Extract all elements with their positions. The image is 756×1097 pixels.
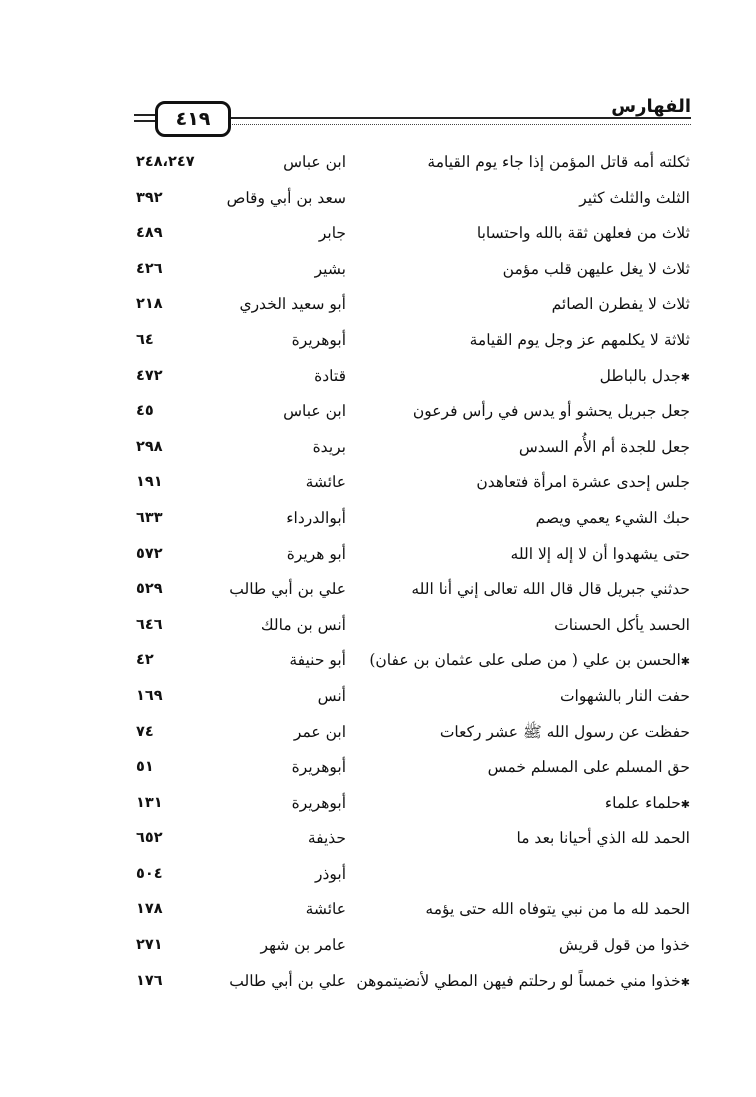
hadith-phrase: ثلاث لا يغل عليهن قلب مؤمن	[502, 259, 690, 278]
hadith-phrase: جلس إحدى عشرة امرأة فتعاهدن	[476, 473, 690, 492]
narrator-name: علي بن أبي طالب	[229, 580, 346, 599]
index-row	[0, 609, 756, 645]
narrator-name: أنس	[317, 686, 346, 705]
index-row	[0, 893, 756, 929]
index-row	[0, 538, 756, 574]
hadith-phrase: جعل جبريل يحشو أو يدس في رأس فرعون	[412, 402, 690, 421]
hadith-phrase: حق المسلم على المسلم خمس	[487, 758, 690, 777]
hadith-phrase: حدثني جبريل قال قال الله تعالى إني أنا الله	[411, 580, 690, 599]
page-reference: ٦٤	[136, 331, 154, 348]
page-reference: ٣٩٢	[136, 189, 163, 206]
narrator-name: أبوهريرة	[291, 793, 346, 812]
hadith-phrase: ✱ خذوا مني خمساً لو رحلتم فيهن المطي لأنضيتموهن	[356, 969, 690, 995]
index-row	[0, 858, 756, 894]
narrator-name: أبوهريرة	[291, 330, 346, 349]
index-row	[0, 822, 756, 858]
narrator-name: عامر بن شهر	[260, 936, 346, 955]
page-reference: ٢٧١	[136, 937, 163, 954]
index-row	[0, 716, 756, 752]
hadith-phrase: الحمد لله الذي أحيانا بعد ما	[516, 829, 690, 848]
index-row	[0, 929, 756, 965]
index-row	[0, 466, 756, 502]
narrator-name: ابن عمر	[293, 722, 346, 741]
index-row	[0, 751, 756, 787]
index-row	[0, 360, 756, 396]
narrator-name: أبوالدرداء	[286, 508, 346, 527]
page-reference: ٤٢	[136, 652, 154, 669]
index-list	[0, 146, 756, 1000]
page-reference: ١٧٦	[136, 972, 163, 989]
page-reference: ٥١	[136, 759, 154, 776]
hadith-phrase: الحسد يأكل الحسنات	[554, 615, 690, 634]
header-dotted-rule	[225, 124, 691, 125]
hadith-phrase: ثلاث لا يفطرن الصائم	[551, 295, 690, 314]
index-row	[0, 324, 756, 360]
header-title: الفهارس	[611, 96, 691, 117]
narrator-name: عائشة	[305, 473, 346, 492]
page-reference: ٢٤٨،٢٤٧	[136, 154, 195, 170]
page-header	[0, 0, 756, 140]
hadith-phrase: الحمد لله ما من نبي يتوفاه الله حتى يؤمه	[425, 900, 690, 919]
page-reference: ٢١٨	[136, 296, 163, 313]
narrator-name: أبو هريرة	[286, 544, 346, 563]
page-reference: ٦٤٦	[136, 616, 163, 633]
narrator-name: قتادة	[314, 366, 346, 385]
narrator-name: علي بن أبي طالب	[229, 971, 346, 990]
narrator-name: سعد بن أبي وقاص	[226, 188, 346, 207]
page-reference: ٥٢٩	[136, 581, 163, 598]
hadith-phrase: ✱ جدل بالباطل	[600, 364, 690, 390]
index-row	[0, 217, 756, 253]
hadith-phrase: ثلاثة لا يكلمهم عز وجل يوم القيامة	[469, 330, 690, 349]
hadith-phrase: جعل للجدة أم الأُم السدس	[518, 437, 690, 456]
narrator-name: عائشة	[305, 900, 346, 919]
hadith-phrase: الثلث والثلث كثير	[579, 188, 690, 207]
index-row	[0, 965, 756, 1001]
narrator-name: حذيفة	[307, 829, 346, 848]
narrator-name: ابن عباس	[283, 402, 346, 421]
narrator-name: أنس بن مالك	[260, 615, 346, 634]
index-row	[0, 787, 756, 823]
hadith-phrase: ثلاث من فعلهن ثقة بالله واحتسابا	[476, 224, 690, 243]
hadith-phrase: ✱ الحسن بن علي ( من صلى على عثمان بن عفان)	[369, 648, 690, 674]
narrator-name: بريدة	[312, 437, 346, 456]
hadith-phrase: خذوا من قول قريش	[558, 936, 690, 955]
narrator-name: أبو حنيفة	[289, 651, 346, 670]
hadith-phrase: ثكلته أمه قاتل المؤمن إذا جاء يوم القيامة	[427, 153, 690, 171]
index-row	[0, 288, 756, 324]
index-row	[0, 573, 756, 609]
narrator-name: بشير	[314, 259, 346, 278]
page-reference: ٤٥	[136, 403, 154, 420]
page-reference: ٦٣٣	[136, 509, 163, 526]
narrator-name: جابر	[318, 224, 346, 243]
page-reference: ٤٧٢	[136, 367, 163, 384]
page-reference: ٥٠٤	[136, 865, 163, 882]
index-row	[0, 680, 756, 716]
index-row	[0, 146, 756, 182]
hadith-phrase: حبك الشيء يعمي ويصم	[535, 508, 690, 527]
index-row	[0, 502, 756, 538]
index-row	[0, 395, 756, 431]
page-reference: ٤٢٦	[136, 260, 163, 277]
index-row	[0, 431, 756, 467]
index-row	[0, 644, 756, 680]
narrator-name: أبو سعيد الخدري	[239, 295, 346, 314]
page-number: ٤١٩	[155, 101, 231, 137]
header-rule-right	[225, 117, 691, 119]
page-reference: ٤٨٩	[136, 225, 163, 242]
page-reference: ٦٥٢	[136, 830, 163, 847]
page-reference: ٥٧٢	[136, 545, 163, 562]
page-reference: ١٦٩	[136, 687, 163, 704]
narrator-name: ابن عباس	[283, 153, 346, 171]
hadith-phrase: ✱ حلماء علماء	[605, 791, 690, 817]
page-reference: ٢٩٨	[136, 438, 163, 455]
narrator-name: أبوذر	[314, 864, 346, 883]
page-reference: ١٧٨	[136, 901, 163, 918]
index-row	[0, 182, 756, 218]
narrator-name: أبوهريرة	[291, 758, 346, 777]
page-reference: ١٣١	[136, 794, 163, 811]
hadith-phrase: حفظت عن رسول الله ﷺ عشر ركعات	[439, 722, 690, 741]
page-reference: ٧٤	[136, 723, 154, 740]
hadith-phrase: حفت النار بالشهوات	[559, 686, 690, 705]
hadith-phrase: حتى يشهدوا أن لا إله إلا الله	[510, 544, 690, 563]
index-row	[0, 253, 756, 289]
page-reference: ١٩١	[136, 474, 163, 491]
